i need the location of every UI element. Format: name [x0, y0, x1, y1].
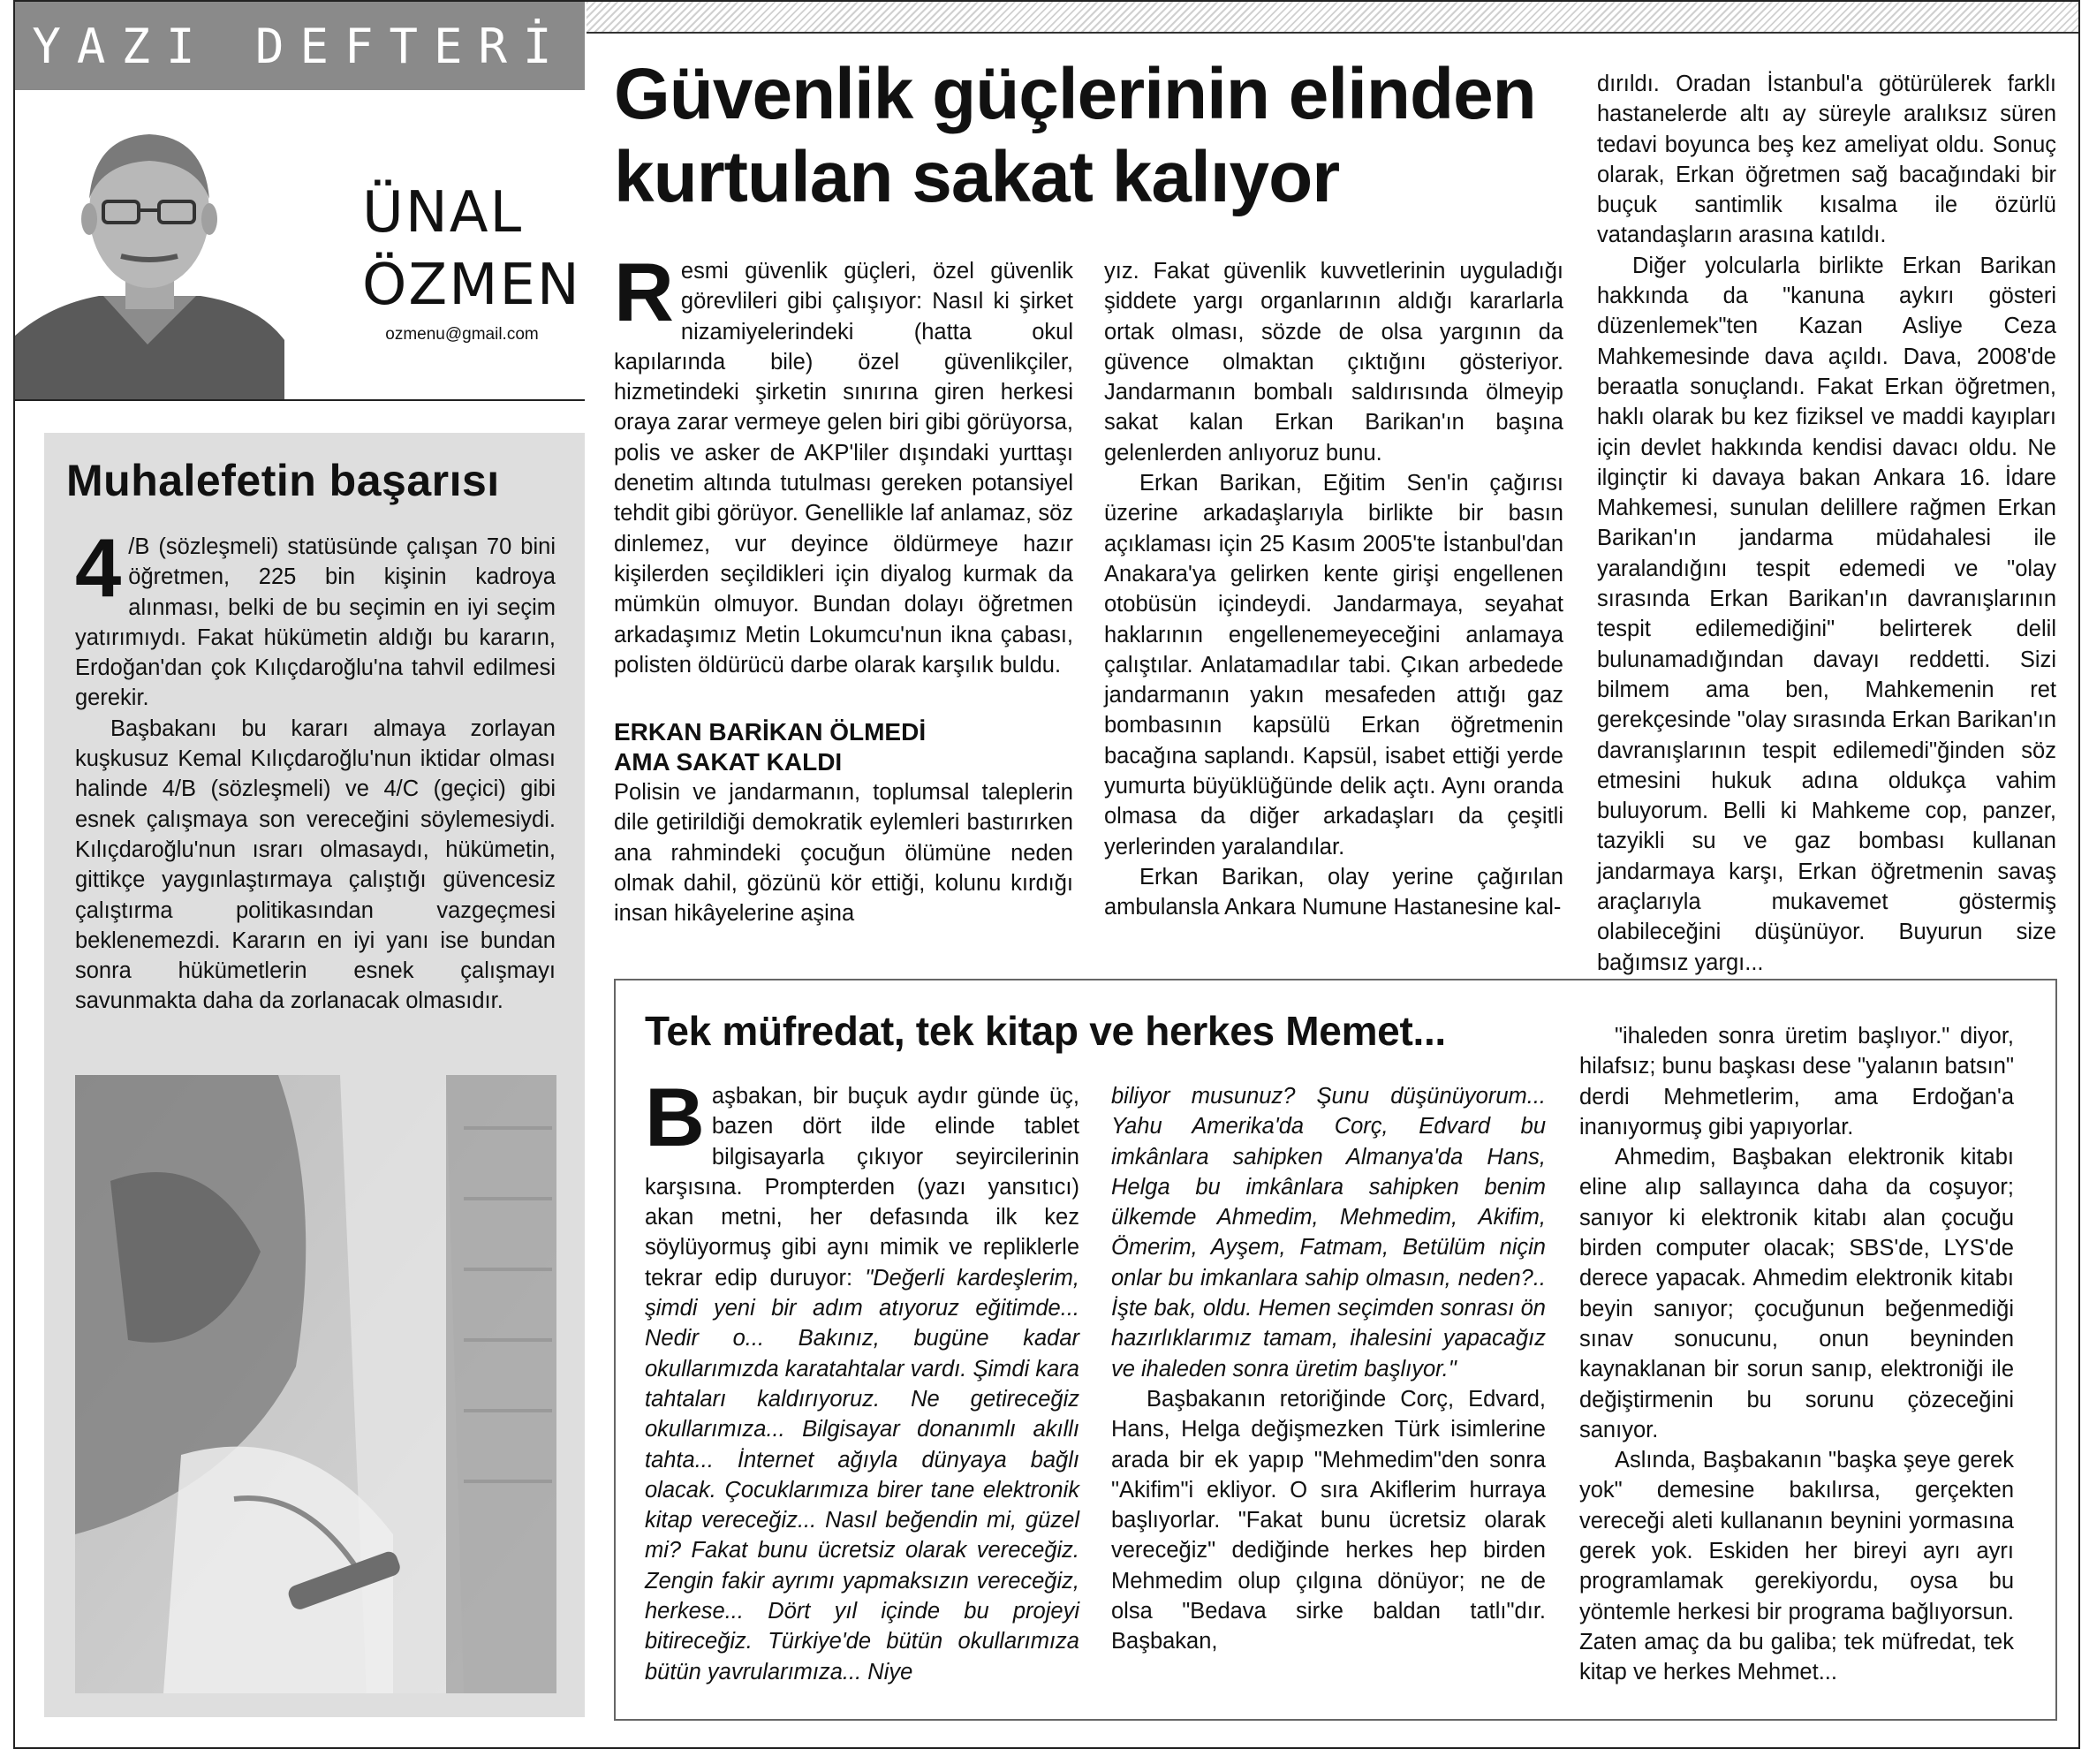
article2-drop-cap: B	[645, 1071, 705, 1163]
sidebar-paragraph: /B (sözleşmeli) statüsünde çalışan 70 bini öğretmen, 225 bin kişinin kadroya alınması, belki de bu seçimin en iyi seçim yatırımıydı. Fakat hükümetin aldığı bu kararın, Erdoğan'dan çok Kılıçdaroğlu'na tahvil edilmesi gerekir.	[75, 534, 556, 711]
article2-quote: "Değerli kardeşlerim, şimdi yeni bir adım atıyoruz eğitimde... Nedir o... Bakınız, bugüne kadar okullarımızda karatahtalar vardı. Şimdi kara tahtaları kaldırıyoruz. Ne getireceğiz okullarımıza... Bilgisayar donanımlı akıllı tahta... İnternet ağıyla dünyaya bağlı olacak. Çocuklarımıza birer tane elektronik kitap vereceğiz... Nasıl beğendin mi, güzel mi? Fakat bunu ücretsiz olarak vereceğiz. Zengin fakir ayrımı yapmaksızın vereceğiz, herkese... Dört yıl içinde bu projeyi bitireceğiz. Türkiye'de bütün okullarımıza bütün yavrularımıza... Niye	[645, 1265, 1079, 1685]
author-email[interactable]: ozmenu@gmail.com	[385, 325, 539, 344]
article1-column-2	[1104, 256, 1563, 923]
article1-column-1	[614, 246, 1073, 929]
article1-paragraph: dırıldı. Oradan İstanbul'a götürülerek farklı hastanelerde altı ay süreyle aralıksız süren tedavi boyunca beş kez ameliyat oldu. Sonuç olarak, Erkan öğretmen sağ bacağındaki bir buçuk santimlik kısalma ile özürlü vatandaşların arasına katıldı.	[1597, 72, 2056, 248]
author-last-name: ÖZMEN	[362, 253, 581, 318]
sidebar-title: Muhalefetin başarısı	[66, 456, 500, 505]
article1-drop-cap: R	[614, 246, 674, 338]
article2-column-1	[645, 1071, 1079, 1687]
article2-column-2	[1111, 1081, 1546, 1657]
header-hatch-strip	[587, 2, 2078, 34]
article1-paragraph: Erkan Barikan, Eğitim Sen'in çağırısı üzerine arkadaşlarıyla birlikte bir basın açıklaması için 25 Kasım 2005'te İstanbul'dan Anakara'ya gelirken kente girişi engellenen otobüsün içindeydi. Jandarmaya, seyahat haklarının engellenemeyeceğini anlamaya çalıştılar. Anlatamadılar tabi. Çıkan arbedede jandarmanın yakın mesafeden attığı gaz bombasının kapsülü Erkan öğretmenin bacağına saplandı. Kapsül, isabet ettiği yerde yumurta büyüklüğünde delik açtı. Aynı oranda olmasa da diğer arkadaşları da çeşitli yerlerinden yaralandılar.	[1104, 471, 1563, 859]
article1-subhead-line-1: ERKAN BARİKAN ÖLMEDİ	[614, 718, 927, 746]
article1-paragraph: Polisin ve jandarmanın, toplumsal taleplerin dile getirildiği demokratik eylemleri bastırırken ana rahmindeki çocuğun ölümüne neden olmak dahil, gözünü kör ettiği, kolunu kırdığı insan hikâyelerine aşina	[614, 780, 1073, 927]
article2-quote: biliyor musunuz? Şunu düşünüyorum... Yahu Amerika'da Corç, Edvard bu imkânlara sahipken Almanya'da Hans, Helga bu imkânlara sahipken benim ülkemde Ahmedim, Mehmedim, Akifim, Ömerim, Ayşem, Fatmam, Betülüm niçin onlar bu imkanlara sahip olmasın, neden?.. İşte bak, oldu. Hemen seçimden sonrası ön hazırlıklarımız tamam, ihalesini yapacağız ve ihaleden sonra üretim başlıyor."	[1111, 1084, 1546, 1382]
author-first-name: ÜNAL	[362, 180, 524, 246]
article2-headline: Tek müfredat, tek kitap ve herkes Memet...	[645, 1008, 1446, 1054]
article2-paragraph: aşbakan, bir buçuk aydır günde üç, bazen dört ilde elinde tablet bilgisayarla çıkıyor seyircilerinin karşısına. Prompterden (yazı yansıtıcı) akan metni, her defasında ilk kez söylüyormuş gibi aynı mimik ve repliklerle tekrar edip duruyor:	[645, 1084, 1079, 1291]
author-name	[362, 177, 581, 322]
article1-paragraph: yız. Fakat güvenlik kuvvetlerinin uyguladığı şiddete yargı organlarının aldığı kararlarla ortak olması, sözde de olsa yargının da güvence olmaktan çıktığını gösteriyor. Jandarmanın bombalı saldırısında ölmeyip sakat kalan Erkan Barikan'ın başına gelenlerden anlıyoruz bunu.	[1104, 259, 1563, 466]
article1-column-3	[1597, 69, 2056, 978]
sidebar-drop-cap: 4	[75, 521, 122, 614]
author-photo	[15, 115, 284, 399]
article1-paragraph: Diğer yolcularla birlikte Erkan Barikan hakkında da "kanuna aykırı gösteri düzenlemek"ten Kazan Asliye Ceza Mahkemesinde dava açıldı. Dava, 2008'de beraatla sonuçlandı. Fakat Erkan öğretmen, haklı olarak bu kez fiziksel ve maddi kayıpları için devlet hakkında kendisi davacı oldu. Ne ilginçtir ki davaya bakan Ankara 16. İdare Mahkemesi, sunulan delillere rağmen Erkan Barikan'ın jandarma müdahalesi ile yaralandığını tespit edemedi ve "olay sırasında Erkan Barikan'ın davranışlarının tespit edilemediğini" belirterek delil bulunamadığından davayı reddetti. Sizi bilmem ama ben, Mahkemenin ret gerekçesinde "olay sırasında Erkan Barikan'ın davranışlarının tespit edilemedi"ğinden söz etmesini hukuk adına oldukça vahim buluyorum. Belli ki Mahkeme cop, panzer, tazyikli su ve gaz bombası kullanan jandarmaya karşı, Erkan öğretmenin savaş araçlarıyla mukavemet göstermiş olabileceğini düşünüyor. Buyurun size bağımsız yargı...	[1597, 253, 2056, 975]
article2-paragraph: Aslında, Başbakanın "başka şeye gerek yok" demesine bakılırsa, gerçekten vereceği aleti kullananın beynini yormasına gerek yok. Eskiden her bireyi ayrı ayrı programlamak gerekiyordu, oysa bu yöntemle herkesi bir programa bağlıyorsun. Zaten amaç da bu galiba; tek müfredat, tek kitap ve herkes Mehmet...	[1579, 1448, 2014, 1685]
column-banner: YAZI DEFTERİ	[15, 2, 585, 90]
article2-paragraph: "ihaleden sonra üretim başlıyor." diyor, hilafsız; bunu başkası dese "yalanın batsın" derdi Mehmetlerim, ama Erdoğan'a inanıyormuş gibi yapıyorlar.	[1579, 1024, 2014, 1139]
article1-subhead	[614, 717, 1073, 777]
article1-headline: Güvenlik güçlerinin elinden kurtulan sakat kalıyor	[614, 54, 1536, 217]
article1-paragraph: Erkan Barikan, olay yerine çağırılan ambulansla Ankara Numune Hastanesine kal-	[1104, 864, 1563, 920]
article2-paragraph: Başbakanın retoriğinde Corç, Edvard, Hans, Helga değişmezken Türk isimlerine arada bir ek yapıp "Mehmedim"den sonra "Akifim"i ekliyor. O sıra Akiflerim hurraya başlıyorlar. "Fakat bunu ücretsiz olarak vereceğiz" dediğinde herkes hep birden Mehmedim olup çılgına dönüyor; ne de olsa "Bedava sirke baldan tatlı"dır. Başbakan,	[1111, 1386, 1546, 1654]
article2-column-3	[1579, 1021, 2014, 1688]
sidebar-body	[75, 521, 556, 1017]
sidebar-paragraph: Başbakanı bu kararı almaya zorlayan kuşkusuz Kemal Kılıçdaroğlu'nun iktidar olması halinde 4/B (sözleşmeli) ve 4/C (geçici) gibi esnek çalışmaya son vereceğini söylemesiydi. Kılıçdaroğlu'nun ısrarı olmasaydı, hükümetin, gittikçe yaygınlaştırmaya çalıştığı güvencesiz çalıştırma politikasından vazgeçmesi beklenemezdi. Kararın en iyi yanı ise bundan sonra hükümetlerin esnek çalışmayı savunmakta daha da zorlanacak olmasıdır.	[75, 715, 556, 1014]
article1-subhead-line-2: AMA SAKAT KALDI	[614, 748, 843, 776]
article1-paragraph: esmi güvenlik güçleri, özel güvenlik görevlileri gibi çalışıyor: Nasıl ki şirket nizamiyelerindeki (hatta okul kapılarında bile) özel güvenlikçiler, hizmetindeki şirketin sınırına giren herkesi oraya zarar vermeye gelen biri gibi görüyorsa, polis ve asker de AKP'liler dışındaki yurttaşı denetim altında tutulması gereken potansiyel tehdit gibi görüyor. Genellikle laf anlamaz, söz dinlemez, vur deyince öldürmeye hazır kişilerden seçildikleri için diyalog kurmak da mümkün olmuyor. Bundan dolayı öğretmen arkadaşımız Metin Lokumcu'nun ikna çabası, polisten öldürücü darbe olarak karşılık buldu.	[614, 259, 1073, 678]
classroom-photo	[75, 1075, 556, 1693]
article2-paragraph: Ahmedim, Başbakan elektronik kitabı eline alıp sallayınca daha da coşuyor; sanıyor ki elektronik kitabı alan çocuğu birden computer olacak; SBS'de, LYS'de derece yapacak. Ahmedim elektronik kitabı beyin sanıyor; çocuğunun beğenmediği sınav sonucunu, onun beyninden kaynaklanan bir sorun sanıp, elektroniği ile değiştirmenin bu sorunu çözeceğini sanıyor.	[1579, 1145, 2014, 1442]
